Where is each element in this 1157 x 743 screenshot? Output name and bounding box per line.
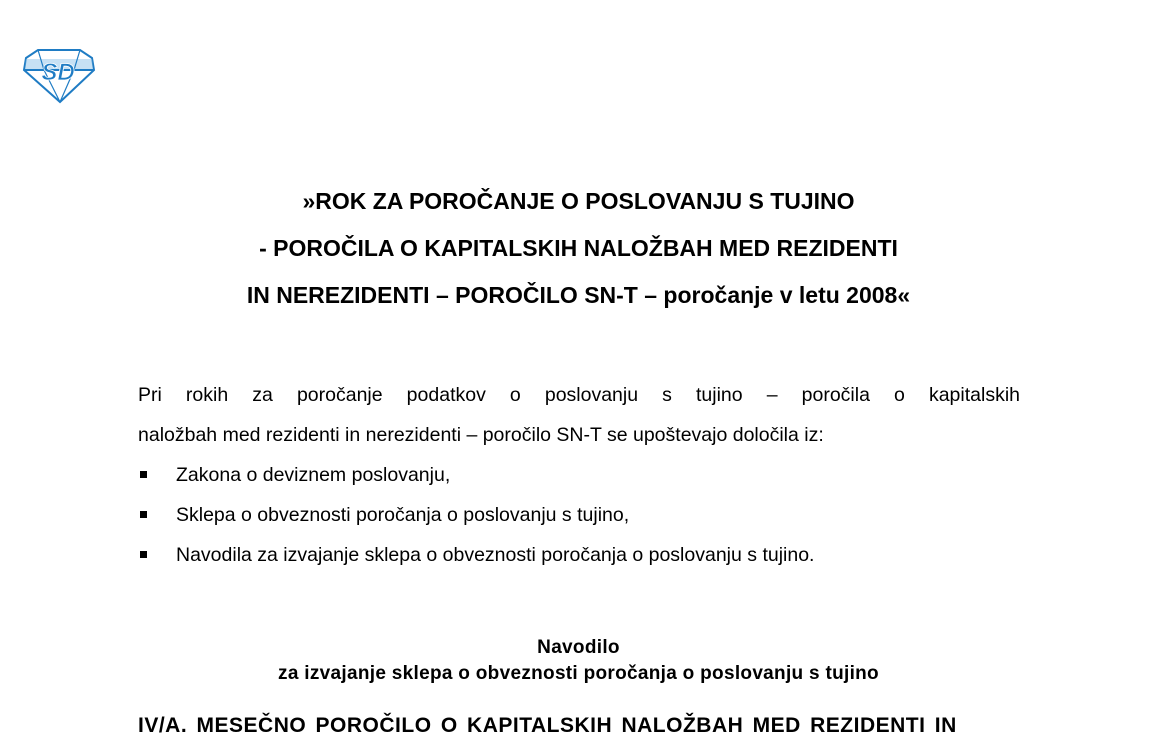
list-item-text: Sklepa o obveznosti poročanja o poslovanju s tujino, xyxy=(176,504,630,526)
subheading-line-2: za izvajanje sklepa o obveznosti poročanja o poslovanju s tujino xyxy=(278,663,879,684)
title-line-3: IN NEREZIDENTI – POROČILO SN-T – poročanje v letu 2008« xyxy=(246,282,911,308)
title-line-2: - POROČILA O KAPITALSKIH NALOŽBAH MED REZIDENTI xyxy=(259,235,898,261)
sd-logo-icon xyxy=(22,48,96,104)
square-bullet-icon xyxy=(140,551,147,558)
subheading-line-1: Navodilo xyxy=(537,637,620,658)
list-item-text: Zakona o deviznem poslovanju, xyxy=(176,464,451,486)
regulation-list xyxy=(138,455,1020,575)
list-item xyxy=(138,535,1020,575)
intro-line-1: Pri rokih za poročanje podatkov o poslovanju s tujino – poročila o kapitalskih xyxy=(138,384,1020,406)
instructions-subheading xyxy=(0,635,1157,687)
svg-text:SD: SD xyxy=(41,59,75,86)
section-heading: IV/A. MESEČNO POROČILO O KAPITALSKIH NALOŽBAH MED REZIDENTI IN xyxy=(138,714,957,737)
intro-line-2: naložbah med rezidenti in nerezidenti – poročilo SN-T se upoštevajo določila iz: xyxy=(138,424,824,446)
list-item-text: Navodila za izvajanje sklepa o obveznosti poročanja o poslovanju s tujino. xyxy=(176,544,815,566)
intro-section xyxy=(138,375,1020,575)
square-bullet-icon xyxy=(140,511,147,518)
square-bullet-icon xyxy=(140,471,147,478)
document-title xyxy=(0,178,1157,319)
list-item xyxy=(138,455,1020,495)
intro-paragraph xyxy=(138,375,1020,455)
title-line-1: »ROK ZA POROČANJE O POSLOVANJU S TUJINO xyxy=(302,188,855,214)
list-item xyxy=(138,495,1020,535)
